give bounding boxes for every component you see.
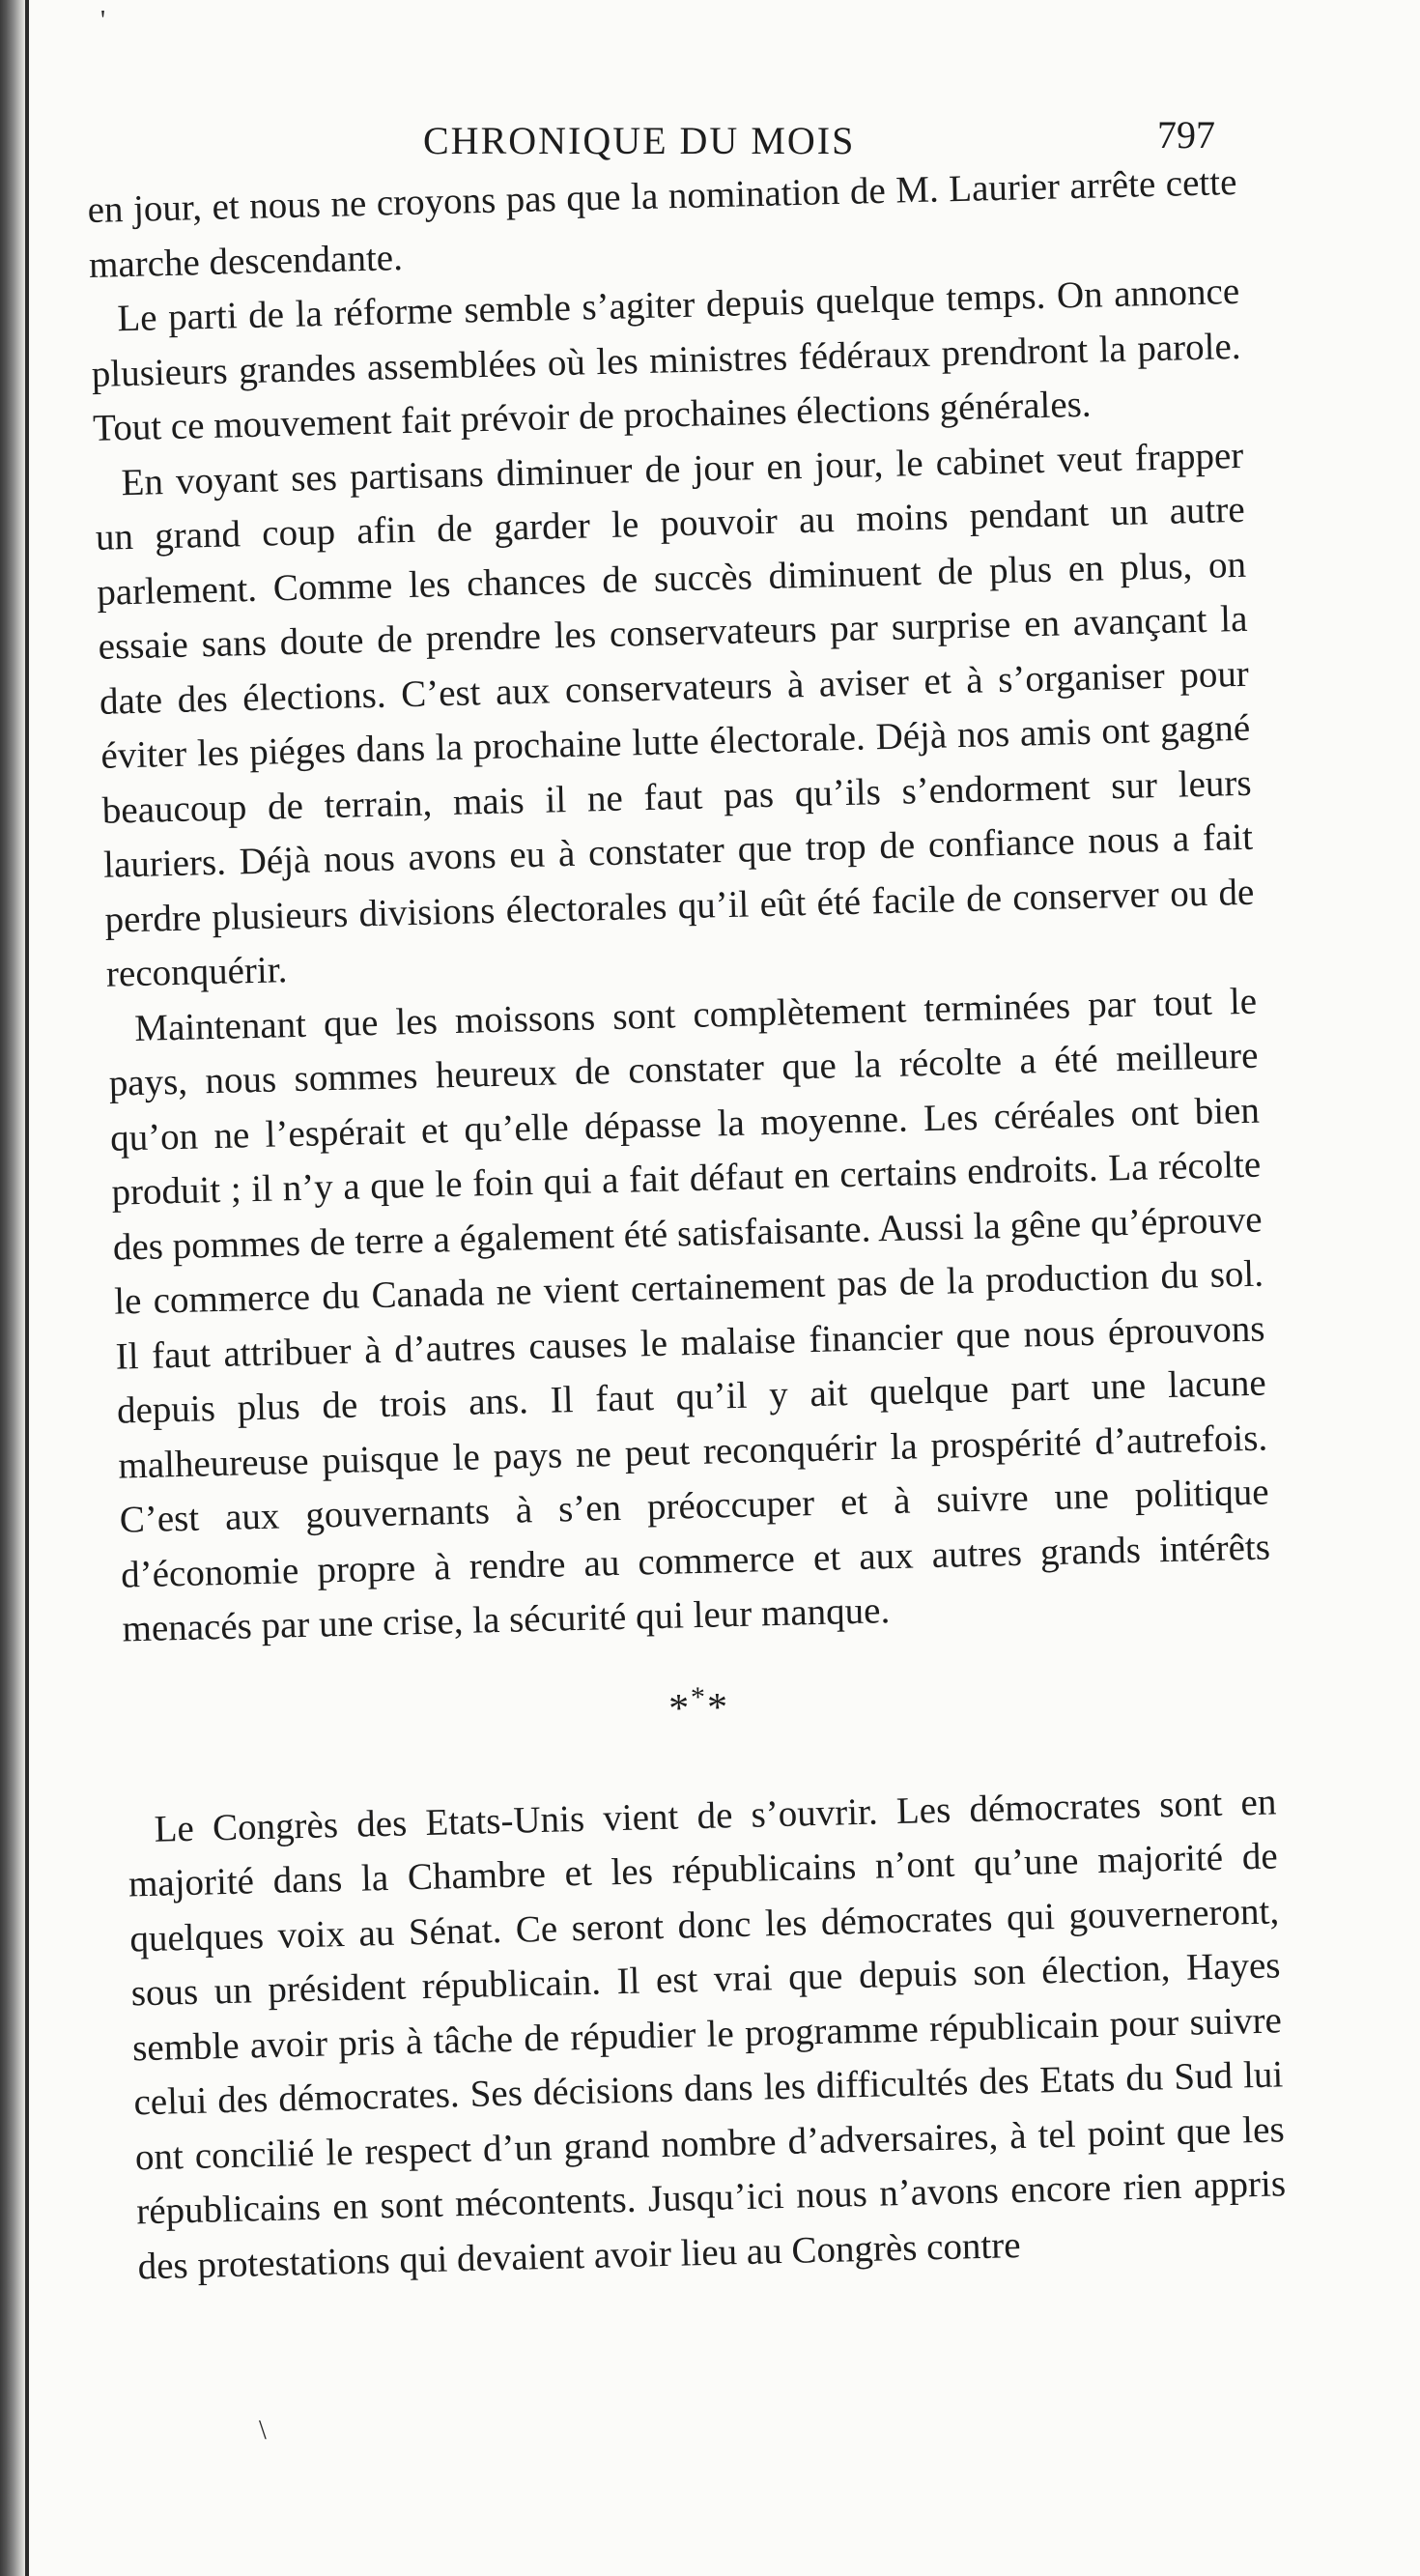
scan-speck: '	[100, 6, 106, 36]
paragraph-3: En voyant ses partisans diminuer de jour en jour, le cabinet veut frapper un grand coup afin de garder le pouvoir au moins pendant un autre parlement. Comme les chances de succès diminuent de plus en plus, on essaie sans doute de prendre les conservateurs par surprise en avançant la date des élections. C’est aux conservateurs à aviser et à s’organiser pour éviter les piéges dans la prochaine lutte électorale. Déjà nos amis ont gagné beaucoup de terrain, mais il ne faut pas qu’ils s’endorment sur leurs lauriers. Déjà nous avons eu à constater que trop de confiance nous a fait perdre plusieurs divisions électorales qu’il eût été facile de conserver ou de reconquérir.	[95, 434, 1255, 995]
asterism-star-top: *	[690, 1680, 708, 1713]
paragraph-4: Maintenant que les moissons sont complètement terminées par tout le pays, nous sommes heureux de constater que la récolte a été meilleure qu’on ne l’espérait et qu’elle dépasse la moyenne. Les céréales ont bien produit ; il n’y a que le foin qui a fait défaut en certains endroits. La récolte des pommes de terre a également été satisfaisante. Aussi la gêne qu’éprouve le commerce du Canada ne vient certainement pas de la production du sol. Il faut attribuer à d’autres causes le malaise financier que nous éprouvons depuis plus de trois ans. Il faut qu’il y ait quelque part une lacune malheureuse puisque le pays ne peut reconquérir la prospérité d’autrefois. C’est aux gouvernants à s’en préoccuper et à suivre une politique d’économie propre à rendre au commerce et aux autres grands intérêts menacés par une crise, la sécurité qui leur manque.	[108, 980, 1271, 1650]
section-break-asterism	[124, 1656, 1274, 1749]
page-number: 797	[1157, 113, 1215, 157]
paragraph-2: Le parti de la réforme semble s’agiter depuis quelque temps. On annonce plusieurs grandes assemblées où les ministres fédéraux prendront la parole. Tout ce mouvement fait prévoir de prochaines élections générales.	[91, 270, 1241, 449]
page-edge-line	[25, 0, 29, 2576]
scan-speck: \	[259, 2416, 267, 2446]
running-title: CHRONIQUE DU MOIS	[423, 119, 856, 162]
paragraph-5: Le Congrès des Etats-Unis vient de s’ouvrir. Les démocrates sont en majorité dans la Chambre et les républicains n’ont qu’une majorité de quelques voix au Sénat. Ce seront donc les démocrates qui gouverneront, sous un président républicain. Il est vrai que depuis son élection, Hayes semble avoir pris à tâche de répudier le programme républicain pour suivre celui des démocrates. Ses décisions dans les difficultés des Etats du Sud lui ont concilié le respect d’un grand nombre d’adversaires, à tel point que les républicains en sont mécontents. Jusqu’ici nous n’avons encore rien appris des protestations qui devaient avoir lieu au Congrès contre	[128, 1780, 1287, 2287]
asterism-star-right: *	[706, 1684, 730, 1731]
asterism-star-left: *	[667, 1685, 692, 1732]
page-body	[87, 156, 1288, 2294]
paragraph-1: en jour, et nous ne croyons pas que la nomination de M. Laurier arrête cette marche descendante.	[87, 160, 1237, 286]
